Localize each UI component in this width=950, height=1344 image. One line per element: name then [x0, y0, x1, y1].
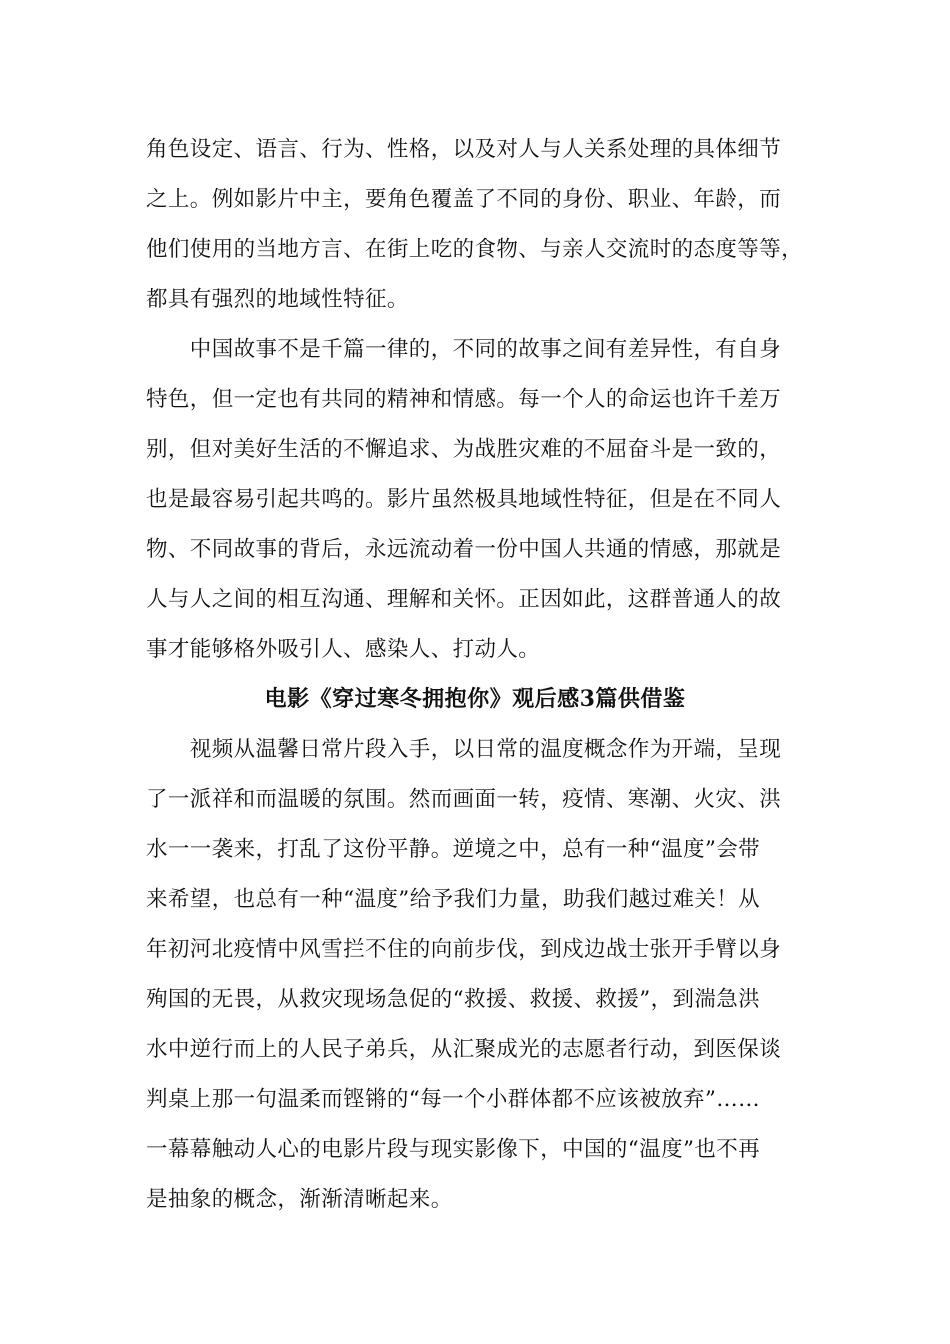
paragraph-3-line: 水中逆行而上的人民子弟兵，从汇聚成光的志愿者行动，到医保谈	[146, 1037, 782, 1062]
paragraph-2-line: 也是最容易引起共鸣的。影片虽然极具地域性特征，但是在不同人	[146, 487, 782, 512]
paragraph-2-line: 事才能够格外吸引人、感染人、打动人。	[146, 637, 541, 662]
paragraph-1-line: 他们使用的当地方言、在街上吃的食物、与亲人交流时的态度等等，	[146, 237, 804, 262]
paragraph-3-line: 是抽象的概念，渐渐清晰起来。	[146, 1187, 453, 1212]
paragraph-3-line: 视频从温馨日常片段入手，以日常的温度概念作为开端，呈现	[146, 737, 782, 762]
paragraph-3-line: 一幕幕触动人心的电影片段与现实影像下，中国的“温度”也不再	[146, 1137, 761, 1162]
paragraph-2-line: 特色，但一定也有共同的精神和情感。每一个人的命运也许千差万	[146, 387, 782, 412]
paragraph-3-line: 了一派祥和而温暖的氛围。然而画面一转，疫情、寒潮、火灾、洪	[146, 787, 782, 812]
paragraph-1-line: 都具有强烈的地域性特征。	[146, 287, 409, 312]
paragraph-1-line: 角色设定、语言、行为、性格，以及对人与人关系处理的具体细节	[146, 137, 782, 162]
paragraph-2-line: 别，但对美好生活的不懈追求、为战胜灾难的不屈奋斗是一致的，	[146, 437, 782, 462]
paragraph-2-line: 物、不同故事的背后，永远流动着一份中国人共通的情感，那就是	[146, 537, 782, 562]
paragraph-3-line: 殉国的无畏，从救灾现场急促的“救援、救援、救援”，到湍急洪	[146, 987, 761, 1012]
paragraph-2-line: 人与人之间的相互沟通、理解和关怀。正因如此，这群普通人的故	[146, 587, 782, 612]
paragraph-3-line: 来希望，也总有一种“温度”给予我们力量，助我们越过难关！从	[146, 887, 761, 912]
paragraph-3-line: 年初河北疫情中风雪拦不住的向前步伐，到戍边战士张开手臂以身	[146, 937, 782, 962]
paragraph-2-line: 中国故事不是千篇一律的，不同的故事之间有差异性，有自身	[146, 337, 782, 362]
paragraph-1-line: 之上。例如影片中主，要角色覆盖了不同的身份、职业、年龄，而	[146, 187, 782, 212]
paragraph-3-line: 水一一袭来，打乱了这份平静。逆境之中，总有一种“温度”会带	[146, 837, 761, 862]
paragraph-3-line: 判桌上那一句温柔而铿锵的“每一个小群体都不应该被放弃”……	[146, 1087, 761, 1112]
section-title: 电影《穿过寒冬拥抱你》观后感3篇供借鉴	[264, 686, 686, 712]
